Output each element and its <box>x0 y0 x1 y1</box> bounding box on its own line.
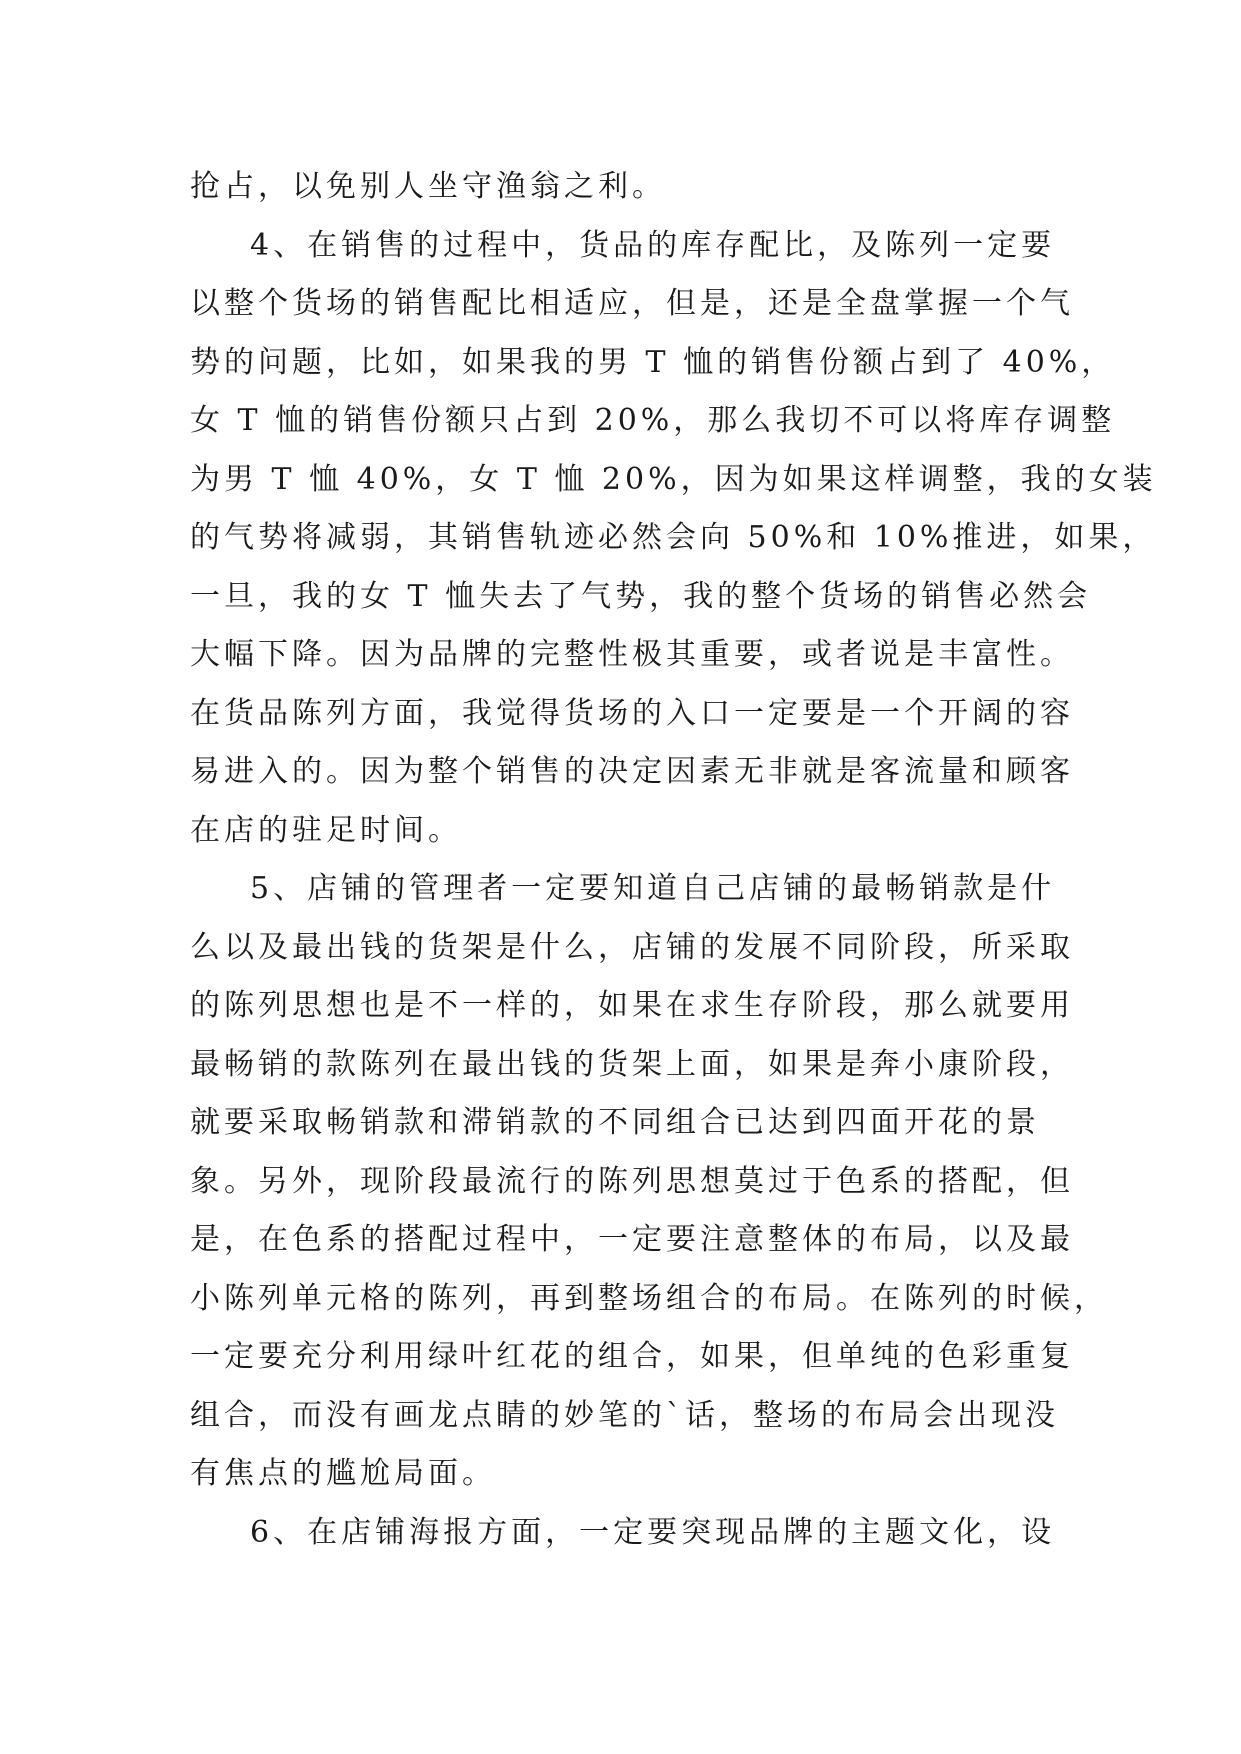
text-line: 抢占，以免别人坐守渔翁之利。 <box>190 169 666 204</box>
body-text <box>190 158 1157 1562</box>
text-line: 组合，而没有画龙点睛的妙笔的`话，整场的布局会出现没 <box>190 1397 1059 1433</box>
text-line: 在货品陈列方面，我觉得货场的入口一定要是一个开阔的容 <box>190 695 1074 731</box>
text-line: 5、店铺的管理者一定要知道自己店铺的最畅销款是什 <box>250 871 1056 906</box>
text-line: 女 T 恤的销售份额只占到 20%，那么我切不可以将库存调整 <box>190 403 1116 438</box>
text-line: 的气势将减弱，其销售轨迹必然会向 50%和 10%推进，如果， <box>190 520 1157 555</box>
text-line: 为男 T 恤 40%，女 T 恤 20%，因为如果这样调整，我的女装 <box>190 461 1157 497</box>
text-line: 一定要充分利用绿叶红花的组合，如果，但单纯的色彩重复 <box>190 1339 1074 1374</box>
text-line: 就要采取畅销款和滞销款的不同组合已达到四面开花的景 <box>190 1105 1040 1140</box>
text-line: 最畅销的款陈列在最出钱的货架上面，如果是奔小康阶段， <box>190 1046 1074 1082</box>
text-line: 一旦，我的女 T 恤失去了气势，我的整个货场的销售必然会 <box>190 578 1092 614</box>
text-line: 势的问题，比如，如果我的男 T 恤的销售份额占到了 40%， <box>190 344 1116 380</box>
text-line: 4、在销售的过程中，货品的库存配比，及陈列一定要 <box>250 227 1056 263</box>
text-line: 是，在色系的搭配过程中，一定要注意整体的布局，以及最 <box>190 1222 1074 1257</box>
text-line: 小陈列单元格的陈列，再到整场组合的布局。在陈列的时候， <box>190 1280 1108 1316</box>
text-line: 6、在店铺海报方面，一定要突现品牌的主题文化，设 <box>250 1514 1056 1550</box>
text-line: 象。另外，现阶段最流行的陈列思想莫过于色系的搭配，但 <box>190 1163 1074 1199</box>
text-line: 易进入的。因为整个销售的决定因素无非就是客流量和顾客 <box>190 754 1074 789</box>
text-line: 大幅下降。因为品牌的完整性极其重要，或者说是丰富性。 <box>190 637 1074 672</box>
text-line: 在店的驻足时间。 <box>190 812 462 848</box>
text-line: 以整个货场的销售配比相适应，但是，还是全盘掌握一个气 <box>190 286 1074 321</box>
text-line: 的陈列思想也是不一样的，如果在求生存阶段，那么就要用 <box>190 988 1074 1023</box>
text-line: 么以及最出钱的货架是什么，店铺的发展不同阶段，所采取 <box>190 929 1074 965</box>
text-line: 有焦点的尴尬局面。 <box>190 1456 496 1491</box>
